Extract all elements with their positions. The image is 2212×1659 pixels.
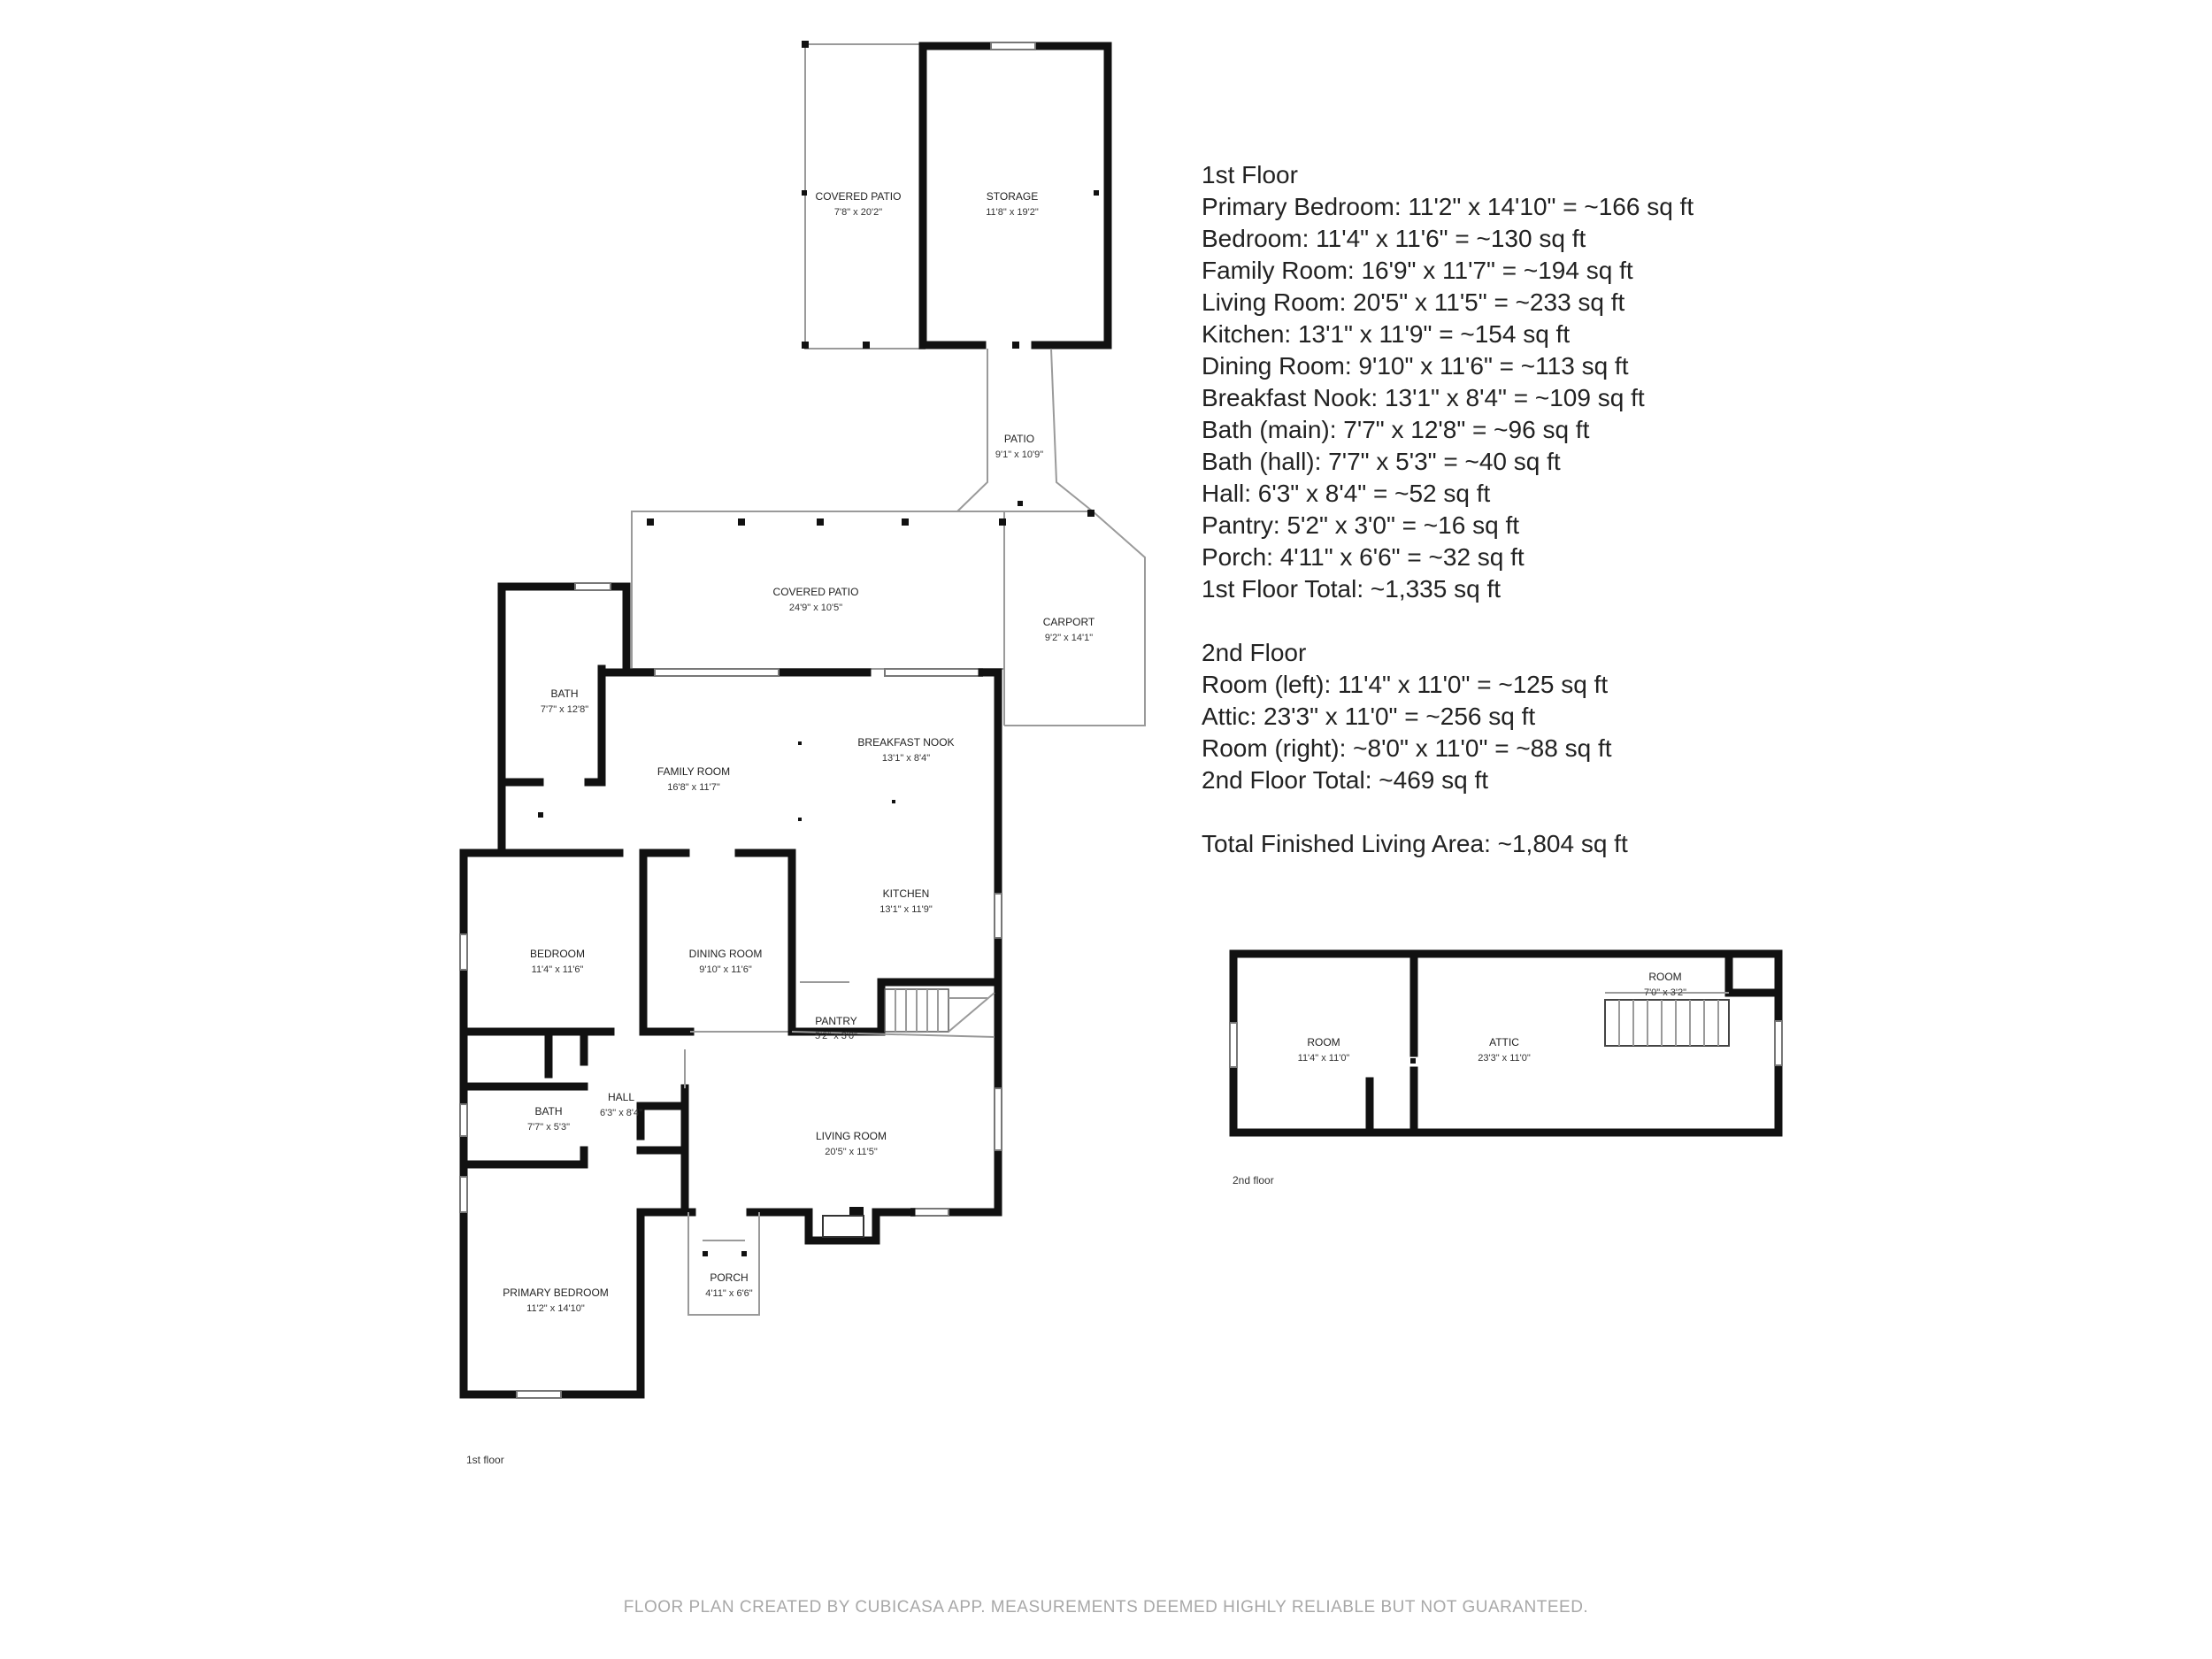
summary-line: Room (left): 11'4" x 11'0" = ~125 sq ft xyxy=(1202,671,1609,698)
room-dim-room-right-2f: 7'0" x 3'2" xyxy=(1643,987,1687,998)
area-summary xyxy=(1202,159,1694,860)
room-name-storage: STORAGE xyxy=(986,190,1039,203)
room-name-living-room: LIVING ROOM xyxy=(815,1130,887,1142)
grand-total: Total Finished Living Area: ~1,804 sq ft xyxy=(1202,830,1628,857)
summary-line: Porch: 4'11" x 6'6" = ~32 sq ft xyxy=(1202,543,1525,571)
room-name-bath-main: BATH xyxy=(550,687,579,700)
disclaimer-footer: FLOOR PLAN CREATED BY CUBICASA APP. MEASUREMENTS DEEMED HIGHLY RELIABLE BUT NOT GUARANTEED. xyxy=(623,1598,1589,1617)
summary-line: Bath (main): 7'7" x 12'8" = ~96 sq ft xyxy=(1202,416,1590,443)
summary-line: Breakfast Nook: 13'1" x 8'4" = ~109 sq ft xyxy=(1202,384,1645,411)
summary-line: Room (right): ~8'0" x 11'0" = ~88 sq ft xyxy=(1202,734,1612,762)
room-name-bedroom: BEDROOM xyxy=(529,948,586,960)
summary-line: Family Room: 16'9" x 11'7" = ~194 sq ft xyxy=(1202,257,1633,284)
room-name-patio: PATIO xyxy=(1003,433,1035,445)
room-dim-bath-hall: 7'7" x 5'3" xyxy=(526,1122,571,1133)
summary-line: Primary Bedroom: 11'2" x 14'10" = ~166 sq ft xyxy=(1202,193,1694,220)
room-dim-living-room: 20'5" x 11'5" xyxy=(825,1147,878,1157)
room-dim-carport: 9'2" x 14'1" xyxy=(1044,633,1094,643)
summary-line: Dining Room: 9'10" x 11'6" = ~113 sq ft xyxy=(1202,352,1629,380)
room-dim-attic: 23'3" x 11'0" xyxy=(1478,1053,1531,1064)
room-dim-patio: 9'1" x 10'9" xyxy=(995,449,1044,460)
room-name-covered-patio-top: COVERED PATIO xyxy=(815,190,902,203)
spacer xyxy=(1202,796,1694,828)
summary-line: Pantry: 5'2" x 3'0" = ~16 sq ft xyxy=(1202,511,1519,539)
summary-line: Bedroom: 11'4" x 11'6" = ~130 sq ft xyxy=(1202,225,1586,252)
floor-label-first: 1st floor xyxy=(466,1454,504,1466)
second-floor-heading: 2nd Floor xyxy=(1202,639,1307,666)
summary-line: Bath (hall): 7'7" x 5'3" = ~40 sq ft xyxy=(1202,448,1561,475)
first-floor-total: 1st Floor Total: ~1,335 sq ft xyxy=(1202,575,1502,603)
room-dim-breakfast-nook: 13'1" x 8'4" xyxy=(881,753,931,764)
room-name-room-left-2f: ROOM xyxy=(1307,1036,1340,1048)
room-dim-covered-patio-top: 7'8" x 20'2" xyxy=(833,207,883,218)
second-floor-total: 2nd Floor Total: ~469 sq ft xyxy=(1202,766,1489,794)
room-name-carport: CARPORT xyxy=(1042,616,1095,628)
detached-structure xyxy=(802,41,1108,511)
room-dim-storage: 11'8" x 19'2" xyxy=(986,207,1039,218)
room-dim-dining-room: 9'10" x 11'6" xyxy=(699,964,752,975)
room-name-covered-patio: COVERED PATIO xyxy=(772,586,859,598)
room-name-primary-bedroom: PRIMARY BEDROOM xyxy=(503,1286,609,1299)
room-dim-kitchen: 13'1" x 11'9" xyxy=(879,904,933,915)
summary-line: Living Room: 20'5" x 11'5" = ~233 sq ft xyxy=(1202,288,1625,316)
room-dim-porch: 4'11" x 6'6" xyxy=(705,1288,753,1299)
room-dim-primary-bedroom: 11'2" x 14'10" xyxy=(526,1303,585,1314)
summary-line: Attic: 23'3" x 11'0" = ~256 sq ft xyxy=(1202,703,1536,730)
summary-line: Kitchen: 13'1" x 11'9" = ~154 sq ft xyxy=(1202,320,1571,348)
room-name-hall: HALL xyxy=(607,1091,635,1103)
room-name-porch: PORCH xyxy=(710,1271,749,1284)
room-dim-family-room: 16'8" x 11'7" xyxy=(667,782,720,793)
room-name-family-room: FAMILY ROOM xyxy=(657,765,731,778)
room-dim-covered-patio: 24'9" x 10'5" xyxy=(788,603,843,613)
first-floor-heading: 1st Floor xyxy=(1202,161,1298,188)
room-dim-room-left-2f: 11'4" x 11'0" xyxy=(1297,1053,1350,1064)
room-name-dining-room: DINING ROOM xyxy=(688,948,763,960)
room-name-bath-hall: BATH xyxy=(534,1105,563,1118)
room-dim-bedroom: 11'4" x 11'6" xyxy=(531,964,584,975)
room-name-breakfast-nook: BREAKFAST NOOK xyxy=(857,736,955,749)
summary-line: Hall: 6'3" x 8'4" = ~52 sq ft xyxy=(1202,480,1491,507)
room-name-kitchen: KITCHEN xyxy=(882,887,930,900)
room-dim-bath-main: 7'7" x 12'8" xyxy=(540,704,589,715)
floor-label-second: 2nd floor xyxy=(1233,1174,1274,1187)
room-dim-pantry: 5'2" x 3'0" xyxy=(814,1031,858,1041)
room-dim-hall: 6'3" x 8'4" xyxy=(599,1108,643,1118)
room-name-room-right-2f: ROOM xyxy=(1648,971,1682,983)
spacer xyxy=(1202,605,1694,637)
room-name-attic: ATTIC xyxy=(1489,1036,1519,1048)
room-name-pantry: PANTRY xyxy=(815,1015,857,1027)
